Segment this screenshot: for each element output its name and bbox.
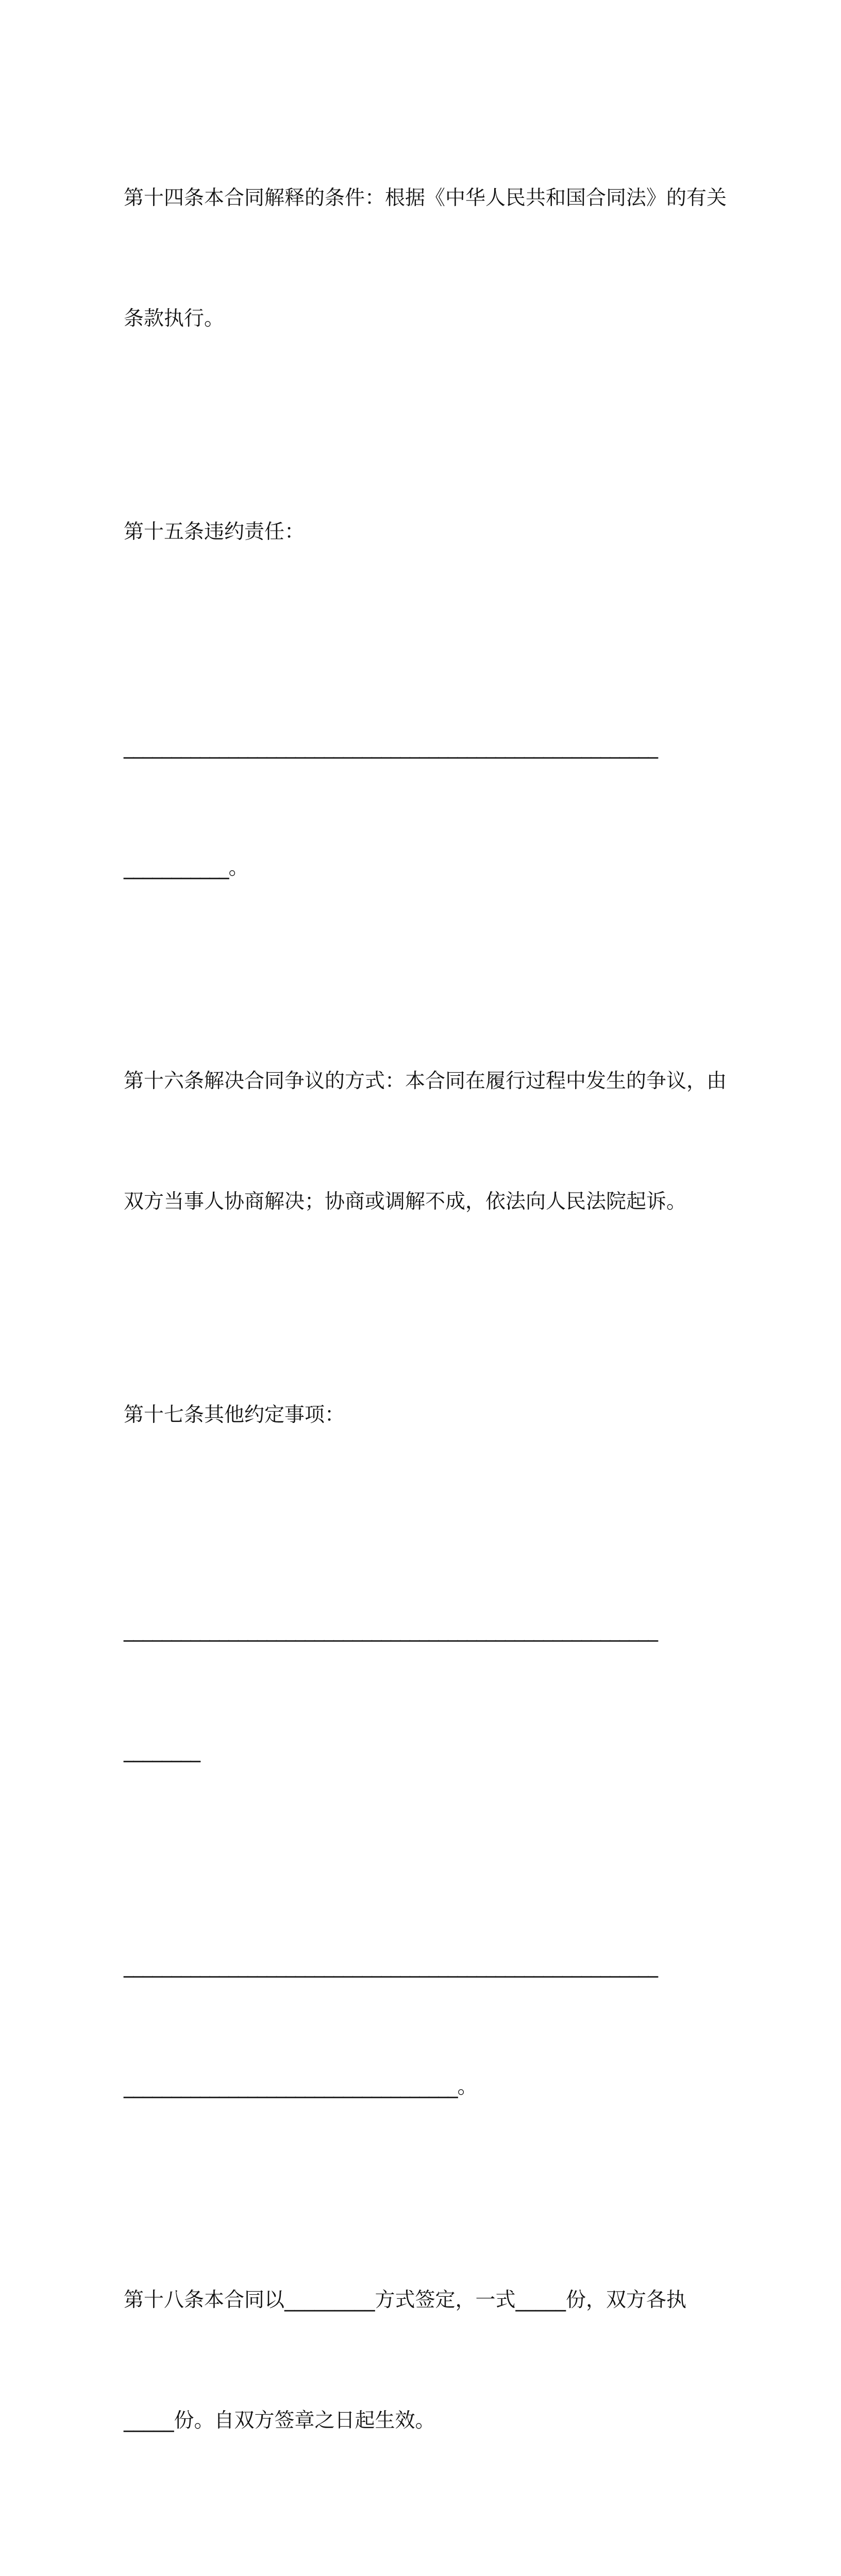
article-18-line-2: _____份。自双方签章之日起生效。 xyxy=(124,2409,435,2432)
article-16-line-1: 第十六条解决合同争议的方式：本合同在履行过程中发生的争议，由 xyxy=(124,1070,727,1093)
spacer xyxy=(124,1852,711,1866)
article-14-line-1: 第十四条本合同解释的条件：根据《中华人民共和国合同法》的有关 xyxy=(124,187,727,210)
article-14-line-2: 条款执行。 xyxy=(124,307,225,330)
article-17-blank-2: ________ xyxy=(124,1739,200,1762)
article-15-heading: 第十五条违约责任： xyxy=(124,520,305,544)
article-17-blank-1: ________________________________________________________ xyxy=(124,1619,658,1642)
article-17-heading: 第十七条其他约定事项： xyxy=(124,1403,345,1427)
spacer xyxy=(124,1516,711,1530)
article-18 xyxy=(124,2200,711,2521)
article-15-blank-2: ___________。 xyxy=(124,856,248,879)
spacer xyxy=(124,633,711,647)
article-19 xyxy=(124,2534,711,2576)
article-17 xyxy=(124,1315,711,2188)
article-15 xyxy=(124,432,711,969)
article-18-line-1: 第十八条本合同以_________方式签定，一式_____份，双方各执 xyxy=(124,2289,687,2312)
article-17-blank-4: ___________________________________。 xyxy=(124,2075,477,2098)
article-16-line-2: 双方当事人协商解决；协商或调解不成，依法向人民法院起诉。 xyxy=(124,1190,687,1213)
article-16 xyxy=(124,981,727,1302)
article-14 xyxy=(124,98,727,419)
contract-body xyxy=(124,98,727,2576)
article-17-blank-3: ________________________________________________________ xyxy=(124,1955,658,1978)
article-15-blank-1: ________________________________________________________ xyxy=(124,736,658,759)
